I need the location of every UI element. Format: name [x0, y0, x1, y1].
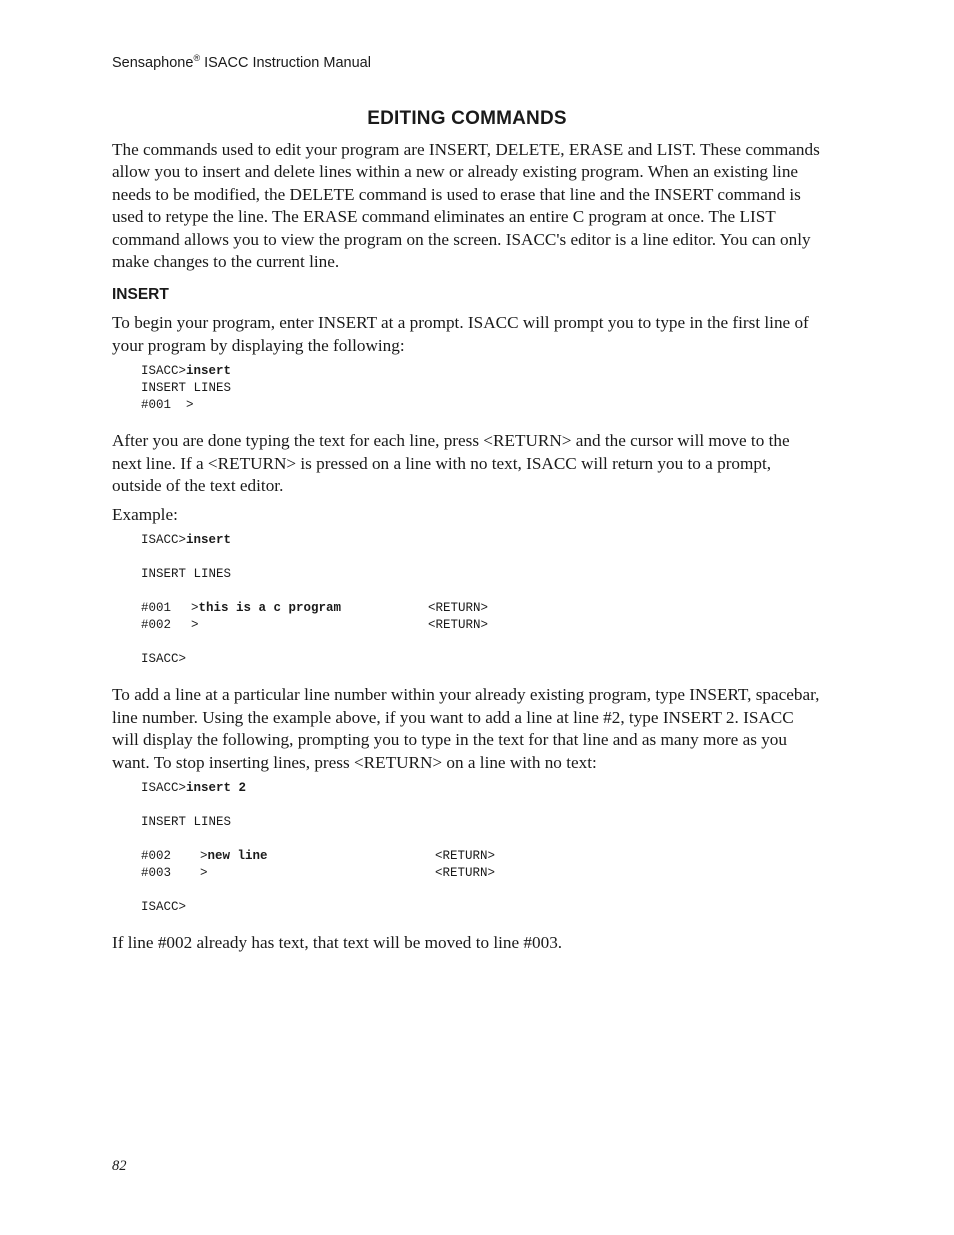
page-number: 82 [112, 1158, 127, 1174]
return-key: <RETURN> [435, 866, 496, 880]
code-command: insert [186, 533, 232, 547]
code-block-1 [141, 363, 822, 414]
header-title: ISACC Instruction Manual [200, 54, 371, 71]
page-content [112, 108, 822, 961]
code-row [141, 865, 822, 882]
code-command: insert [186, 364, 232, 378]
insert-heading: INSERT [112, 285, 169, 303]
code-prompt: ISACC> [141, 364, 187, 378]
line-number: #002 [141, 618, 172, 632]
return-key: <RETURN> [428, 601, 489, 615]
line-number: #001 [141, 601, 172, 615]
code-line: ISACC> [141, 900, 187, 914]
code-line: #001 > [141, 398, 194, 412]
typed-text: this is a c program [198, 601, 342, 615]
code-prompt: ISACC> [141, 781, 187, 795]
header-brand: Sensaphone [112, 54, 194, 71]
code-command: insert 2 [186, 781, 247, 795]
code-line: ISACC> [141, 652, 187, 666]
insert-paragraph-4: If line #002 already has text, that text will be moved to line #003. [112, 933, 563, 952]
code-block-2 [141, 532, 822, 668]
typed-text: new line [207, 849, 268, 863]
line-caret: > [200, 866, 208, 880]
code-line: INSERT LINES [141, 381, 232, 395]
line-caret: > [200, 849, 208, 863]
return-key: <RETURN> [435, 849, 496, 863]
line-caret: > [191, 601, 199, 615]
running-header [112, 53, 371, 71]
code-line: INSERT LINES [141, 815, 232, 829]
code-prompt: ISACC> [141, 533, 187, 547]
registered-mark: ® [193, 53, 201, 63]
code-row [141, 600, 822, 617]
line-number: #002 [141, 849, 172, 863]
insert-paragraph-1: To begin your program, enter INSERT at a prompt. ISACC will prompt you to type in the first line of your program by displaying the following: [112, 313, 809, 355]
line-caret: > [191, 618, 199, 632]
insert-paragraph-3: To add a line at a particular line number within your already existing program, type INSERT, spacebar, line number. Using the example above, if you want to add a line at line #2, type INSERT 2. ISACC will display the following, prompting you to type in the text for that line and as many more as you want. To stop inserting lines, press <RETURN> on a line with no text: [112, 685, 820, 772]
code-row [141, 848, 822, 865]
insert-paragraph-2: After you are done typing the text for each line, press <RETURN> and the cursor will move to the next line. If a <RETURN> is pressed on a line with no text, ISACC will return you to a prompt, outside of the text editor. [112, 431, 790, 495]
intro-paragraph: The commands used to edit your program are INSERT, DELETE, ERASE and LIST. These commands allow you to insert and delete lines within a new or already existing program. When an existing line needs to be modified, the DELETE command is used to erase that line and the INSERT command is used to retype the line. The ERASE command eliminates an entire C program at once. The LIST command allows you to view the program on the screen. ISACC's editor is a line editor. You can only make changes to the current line. [112, 139, 820, 271]
section-title: EDITING COMMANDS [367, 108, 567, 129]
return-key: <RETURN> [428, 618, 489, 632]
code-block-3 [141, 780, 822, 916]
code-line: INSERT LINES [141, 567, 232, 581]
code-row [141, 617, 822, 634]
example-label: Example: [112, 504, 178, 524]
line-number: #003 [141, 866, 172, 880]
